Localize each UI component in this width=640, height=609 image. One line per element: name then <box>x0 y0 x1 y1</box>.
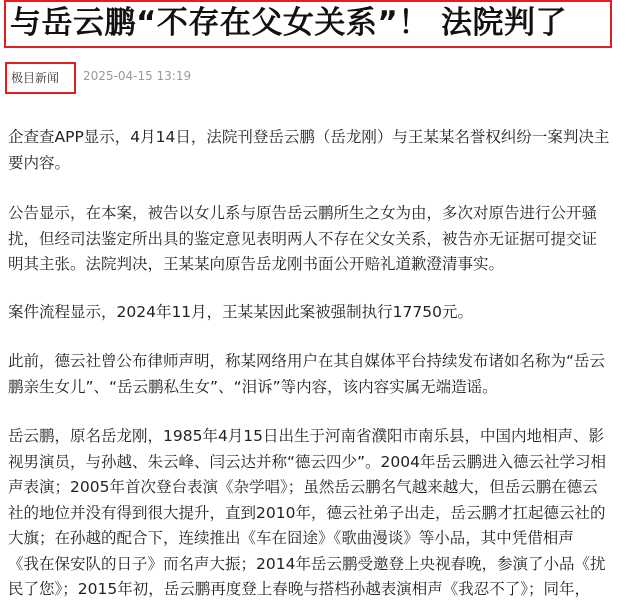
paragraph-biography <box>8 424 638 603</box>
paragraph-line: 《我在保安队的日子》而名声大振；2014年岳云鹏受邀登上央视春晚，参演了小品《扰 <box>8 554 606 573</box>
paragraph-judgment-announcement <box>8 125 638 176</box>
paragraph-line: 视男演员，与孙越、朱云峰、闫云达并称“德云四少”。2004年岳云鹏进入德云社学习相 <box>8 452 607 471</box>
paragraph-line: 大旗；在孙越的配合下，连续推出《车在囧途》《歌曲漫谈》等小品，其中凭借相声 <box>8 529 574 547</box>
article-source[interactable]: 极目新闻 <box>11 71 60 85</box>
paragraph-line: 社的地位并没有得到很大提升，直到2010年，德云社弟子出走，岳云鹏才扛起德云社的 <box>8 503 606 522</box>
paragraph-line: 明其主张。法院判决，王某某向原告岳龙刚书面公开赔礼道歉澄清事实。 <box>8 255 505 273</box>
paragraph-line: 声表演；2005年首次登台表演《杂学唱》；虽然岳云鹏名气越来越大，但岳云鹏在德云 <box>8 478 598 496</box>
paragraph-line: 公告显示，在本案，被告以女儿系与原告岳云鹏所生之女为由，多次对原告进行公开骚 <box>8 204 598 222</box>
paragraph-line: 民了您》；2015年初，岳云鹏再度登上春晚与搭档孙越表演相声《我忍不了》；同年， <box>8 580 590 598</box>
paragraph-line: 企查查APP显示，4月14日，法院刊登岳云鹏（岳龙刚）与王某某名誉权纠纷一案判决主 <box>8 128 610 146</box>
article-date: 2025-04-15 13:19 <box>83 69 192 83</box>
paragraph-enforcement <box>8 300 638 326</box>
paragraph-line: 扰，但经司法鉴定所出具的鉴定意见表明两人不存在父女关系，被告亦无证据可提交证 <box>8 229 598 248</box>
paragraph-line: 案件流程显示，2024年11月，王某某因此案被强制执行17750元。 <box>8 303 473 321</box>
paragraph-line: 岳云鹏，原名岳龙刚，1985年4月15日出生于河南省濮阳市南乐县，中国内地相声、影 <box>8 427 605 445</box>
paragraph-notice-content <box>8 201 638 278</box>
paragraph-line: 鹏亲生女儿”、“岳云鹏私生女”、“泪诉”等内容，该内容实属无端造谣。 <box>8 377 498 396</box>
paragraph-lawyer-statement <box>8 349 638 400</box>
article-headline: 与岳云鹏“不存在父女关系”！ 法院判了 <box>10 5 568 41</box>
paragraph-line: 要内容。 <box>8 153 71 172</box>
paragraph-line: 此前，德云社曾公布律师声明，称某网络用户在其自媒体平台持续发布诸如名称为“岳云 <box>8 352 606 370</box>
